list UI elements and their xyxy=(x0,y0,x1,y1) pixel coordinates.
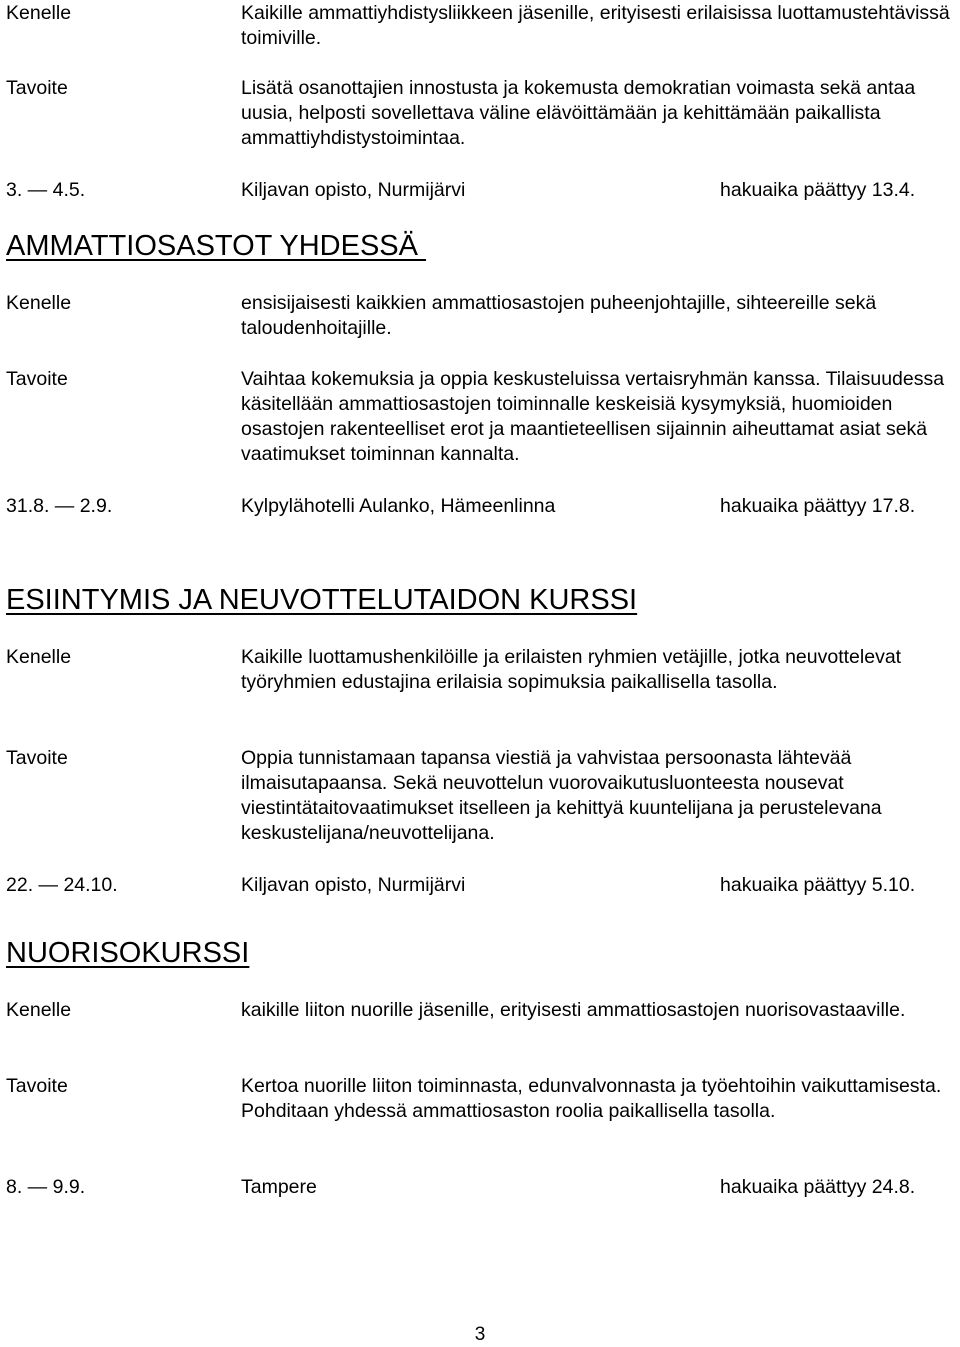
course-title-ammattiosastot: AMMATTIOSASTOT YHDESSÄ xyxy=(6,230,427,262)
course-title-esiintymis: ESIINTYMIS JA NEUVOTTELUTAIDON KURSSI xyxy=(6,584,638,616)
tavoite-label: Tavoite xyxy=(6,368,68,390)
course-place: Kiljavan opisto, Nurmijärvi xyxy=(241,874,466,896)
course-place: Tampere xyxy=(241,1176,317,1198)
kenelle-label: Kenelle xyxy=(6,646,72,668)
tavoite-label: Tavoite xyxy=(6,747,68,769)
page-number: 3 xyxy=(474,1324,486,1345)
application-deadline: hakuaika päättyy 24.8. xyxy=(720,1176,916,1198)
kenelle-text: Kaikille luottamushenkilöille ja erilaisten ryhmien vetäjille, jotka neuvottelevat työryhmien edustajina erilaisia sopimuksia paikallisella tasolla. xyxy=(241,646,902,693)
kenelle-text: kaikille liiton nuorille jäsenille, erityisesti ammattiosastojen nuorisovastaaville. xyxy=(241,999,906,1021)
tavoite-label: Tavoite xyxy=(6,1075,68,1097)
kenelle-text: Kaikille ammattiyhdistysliikkeen jäsenille, erityisesti erilaisissa luottamustehtävissä toimiville. xyxy=(241,2,950,49)
course-place: Kiljavan opisto, Nurmijärvi xyxy=(241,179,466,201)
kenelle-label: Kenelle xyxy=(6,2,72,24)
course-date: 31.8. — 2.9. xyxy=(6,495,113,517)
kenelle-text: ensisijaisesti kaikkien ammattiosastojen puheenjohtajille, sihteereille sekä taloudenhoitajille. xyxy=(241,292,877,339)
application-deadline: hakuaika päättyy 17.8. xyxy=(720,495,916,517)
tavoite-text: Oppia tunnistamaan tapansa viestiä ja vahvistaa persoonasta lähtevää ilmaisutapaansa. Sekä neuvottelun vuorovaikutusluonteesta nousevat viestintätaitovaatimukset itselleen ja kehittyä kuuntelijana ja perustelevana keskustelijana/neuvottelijana. xyxy=(241,747,882,844)
tavoite-label: Tavoite xyxy=(6,77,68,99)
course-title-nuorisokurssi: NUORISOKURSSI xyxy=(6,937,250,969)
kenelle-label: Kenelle xyxy=(6,999,72,1021)
application-deadline: hakuaika päättyy 5.10. xyxy=(720,874,916,896)
tavoite-text: Kertoa nuorille liiton toiminnasta, edunvalvonnasta ja työehtoihin vaikuttamisesta. Pohditaan yhdessä ammattiosaston roolia paikallisella tasolla. xyxy=(241,1075,942,1122)
application-deadline: hakuaika päättyy 13.4. xyxy=(720,179,916,201)
course-date: 22. — 24.10. xyxy=(6,874,118,896)
course-date: 3. — 4.5. xyxy=(6,179,86,201)
course-date: 8. — 9.9. xyxy=(6,1176,86,1198)
tavoite-text: Vaihtaa kokemuksia ja oppia keskusteluissa vertaisryhmän kanssa. Tilaisuudessa käsitellään ammattiosastojen toiminnalle keskeisiä kysymyksiä, huomioiden osastojen rakenteelliset erot ja maantieteellisen sijainnin aiheuttamat asiat sekä vaatimukset toiminnan kannalta. xyxy=(241,368,945,465)
tavoite-text: Lisätä osanottajien innostusta ja kokemusta demokratian voimasta sekä antaa uusia, helposti sovellettava väline elävöittämään ja kehittämään paikallista ammattiyhdistystoimintaa. xyxy=(241,77,916,149)
kenelle-label: Kenelle xyxy=(6,292,72,314)
course-place: Kylpylähotelli Aulanko, Hämeenlinna xyxy=(241,495,556,517)
